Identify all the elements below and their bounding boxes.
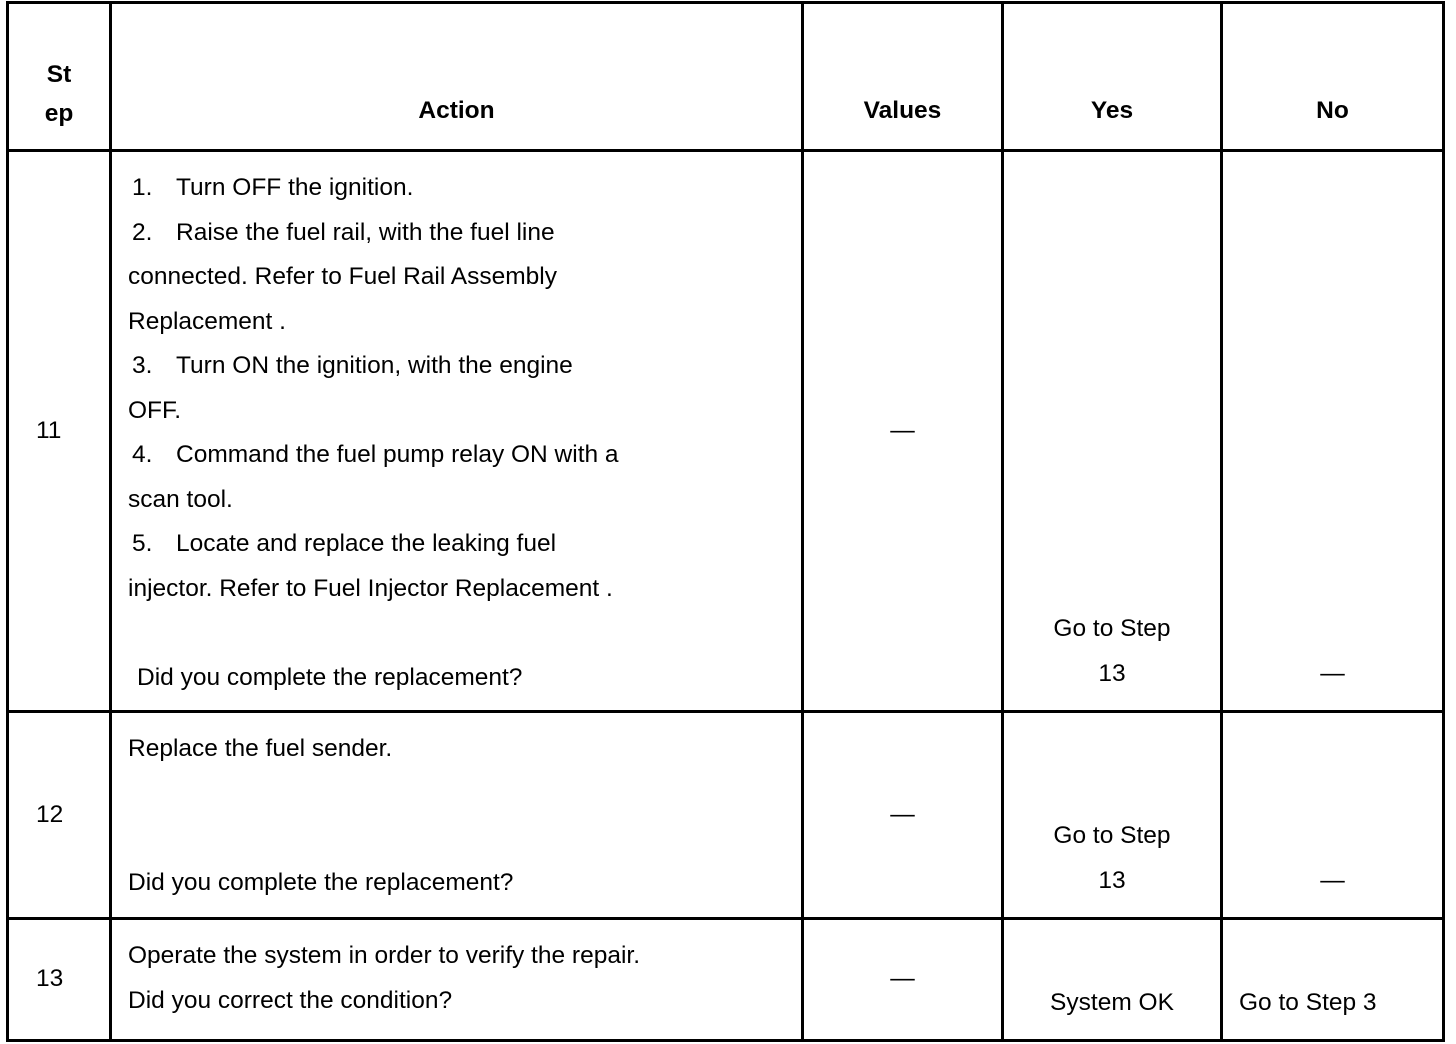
table-header-row (8, 3, 1444, 151)
header-yes: Yes (1003, 3, 1222, 151)
action-cell: 1. Turn OFF the ignition. 2. Raise the fuel rail, with the fuel line connected. Refer to Fuel Rail Assembly Replacement . 3. Turn ON the ignition, with the engine OFF. 4. Command the fuel pump relay ON with a scan tool. 5. Locate and replace the leaking fuel injector. Refer to Fuel Injector Replacement . Did you complete the replacement? (111, 151, 803, 712)
header-step: St ep (8, 3, 111, 151)
action-question: Did you correct the condition? (128, 986, 453, 1014)
action-item: Replace the fuel sender. (128, 735, 393, 762)
step-number: 12 (8, 712, 111, 919)
header-action: Action (111, 3, 803, 151)
step-number: 13 (8, 919, 111, 1041)
action-question: Did you complete the replacement? (128, 868, 514, 896)
values-cell: — (803, 919, 1003, 1041)
values-cell: — (803, 151, 1003, 712)
action-cell (111, 712, 803, 919)
action-cell (111, 919, 803, 1041)
header-no: No (1222, 3, 1444, 151)
table-row-step-11 (8, 151, 1444, 712)
no-cell: — (1222, 712, 1444, 919)
spacer (128, 772, 801, 817)
table-row-step-12 (8, 712, 1444, 919)
action-item: 4. Command the fuel pump relay ON with a (132, 441, 619, 468)
diagnostic-table-container (6, 1, 1445, 1042)
yes-cell: Go to Step 13 (1003, 151, 1222, 712)
header-values: Values (803, 3, 1003, 151)
no-cell: Go to Step 3 (1222, 919, 1444, 1041)
action-item: 2. Raise the fuel rail, with the fuel line (132, 218, 555, 246)
step-number: 11 (8, 151, 111, 712)
diagnostic-table (6, 1, 1445, 1042)
action-question: Did you complete the replacement? (137, 663, 523, 691)
yes-cell: Go to Step 13 (1003, 712, 1222, 919)
table-row-step-13 (8, 919, 1444, 1041)
action-item: Operate the system in order to verify the repair. (128, 942, 641, 969)
action-item: 1. Turn OFF the ignition. (132, 174, 414, 201)
yes-cell: System OK (1003, 919, 1222, 1041)
action-item: 3. Turn ON the ignition, with the engine (132, 352, 573, 379)
spacer (128, 611, 801, 656)
values-cell: — (803, 712, 1003, 919)
action-item: 5. Locate and replace the leaking fuel (132, 530, 557, 557)
spacer (128, 816, 801, 861)
no-cell: — (1222, 151, 1444, 712)
